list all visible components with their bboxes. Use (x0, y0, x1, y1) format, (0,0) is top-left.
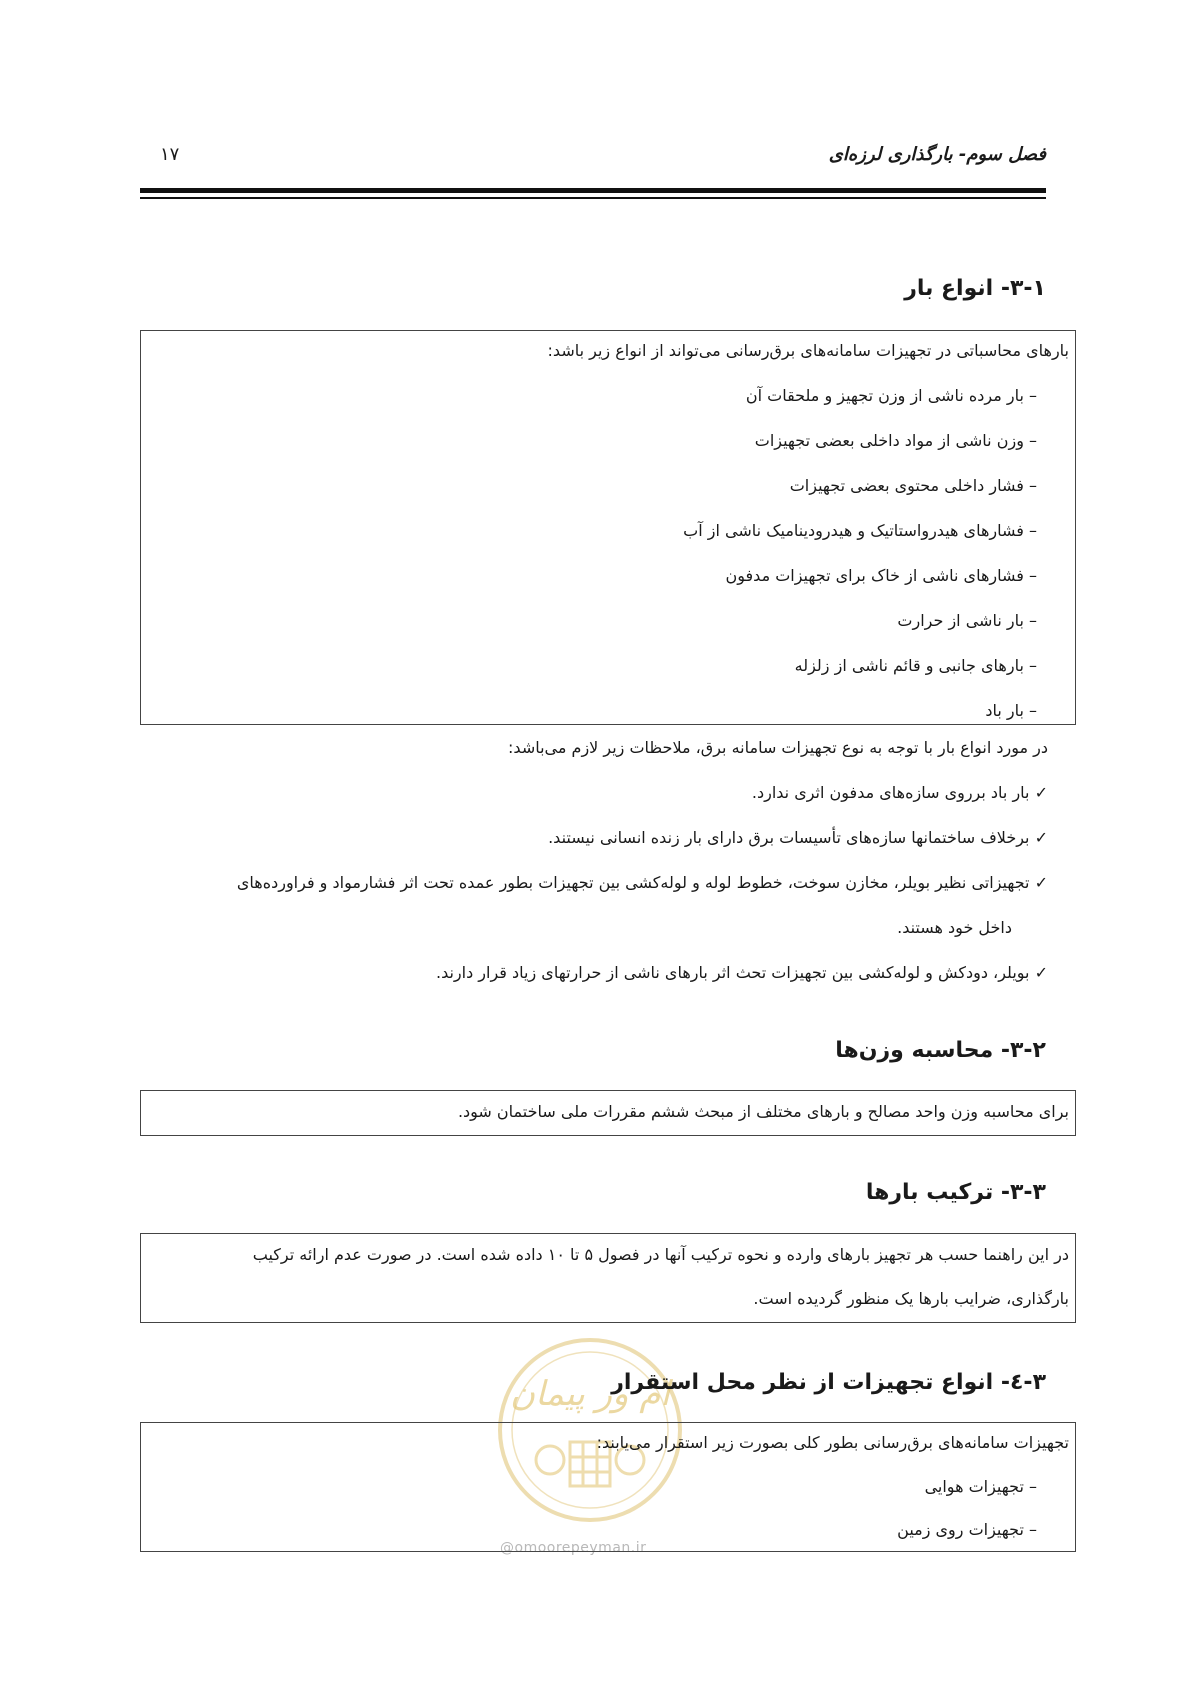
section-3-box (140, 1233, 1076, 1323)
section-1-box (140, 330, 1076, 725)
section-1-intro: بارهای محاسباتی در تجهیزات سامانه‌های برق‌رسانی می‌تواند از انواع زیر باشد: (547, 341, 1069, 360)
note-item: ✓ تجهیزاتی نظیر بویلر، مخازن سوخت، خطوط لوله و لوله‌کشی بین تجهیزات بطور عمده تحت اثر فشارمواد و فراورده‌های (236, 873, 1048, 892)
section-3-line: در این راهنما حسب هر تجهیز بارهای وارده و نحوه ترکیب آنها در فصول ۵ تا ۱۰ داده شده است. در صورت عدم ارائه ترکیب (252, 1245, 1069, 1264)
note-item: ✓ برخلاف ساختمانها سازه‌های تأسیسات برق دارای بار زنده انسانی نیستند. (548, 828, 1048, 847)
section-2-text: برای محاسبه وزن واحد مصالح و بارهای مختلف از مبحث ششم مقررات ملی ساختمان شود. (457, 1102, 1069, 1121)
page-number: ۱۷ (160, 144, 180, 165)
header-rule-thin (140, 197, 1046, 199)
note-item-continuation: داخل خود هستند. (897, 918, 1012, 937)
section-4-box (140, 1422, 1076, 1552)
header-rule-thick (140, 188, 1046, 193)
list-item: – فشارهای ناشی از خاک برای تجهیزات مدفون (725, 566, 1037, 585)
note-item: ✓ بار باد برروی سازه‌های مدفون اثری ندارد. (751, 783, 1048, 802)
notes-intro: در مورد انواع بار با توجه به نوع تجهیزات سامانه برق، ملاحظات زیر لازم می‌باشد: (508, 738, 1048, 757)
list-item: – فشار داخلی محتوی بعضی تجهیزات (789, 476, 1037, 495)
section-3-title: ۳-۳- ترکیب بارها (865, 1180, 1046, 1205)
list-item: – تجهیزات روی زمین (897, 1520, 1037, 1539)
list-item: – وزن ناشی از مواد داخلی بعضی تجهیزات (754, 431, 1037, 450)
section-2-box (140, 1090, 1076, 1136)
list-item: – بارهای جانبی و قائم ناشی از زلزله (794, 656, 1037, 675)
page-header (140, 138, 1046, 178)
list-item: – فشارهای هیدرواستاتیک و هیدرودینامیک ناشی از آب (683, 521, 1037, 540)
section-4-title: ۳-٤- انواع تجهیزات از نظر محل استقرار (611, 1370, 1046, 1395)
section-4-intro: تجهیزات سامانه‌های برق‌رسانی بطور کلی بصورت زیر استقرار می‌یابند: (596, 1433, 1069, 1452)
note-item: ✓ بویلر، دودکش و لوله‌کشی بین تجهیزات تحث اثر بارهای ناشی از حرارتهای زیاد قرار دارند. (435, 963, 1048, 982)
watermark-url: @omoorepeyman.ir (500, 1540, 647, 1556)
list-item: – بار باد (985, 701, 1037, 720)
list-item: – بار مرده ناشی از وزن تجهیز و ملحقات آن (745, 386, 1037, 405)
section-3-line: بارگذاری، ضرایب بارها یک منظور گردیده است. (753, 1289, 1069, 1308)
list-item: – بار ناشی از حرارت (897, 611, 1037, 630)
svg-text:ام ور پیمان: ام ور پیمان (510, 1374, 670, 1414)
chapter-title: فصل سوم- بارگذاری لرزه‌ای (828, 144, 1046, 165)
list-item: – تجهیزات هوایی (924, 1477, 1037, 1496)
section-2-title: ۳-۲- محاسبه وزن‌ها (835, 1038, 1046, 1063)
section-1-title: ۳-۱- انواع بار (904, 276, 1046, 301)
